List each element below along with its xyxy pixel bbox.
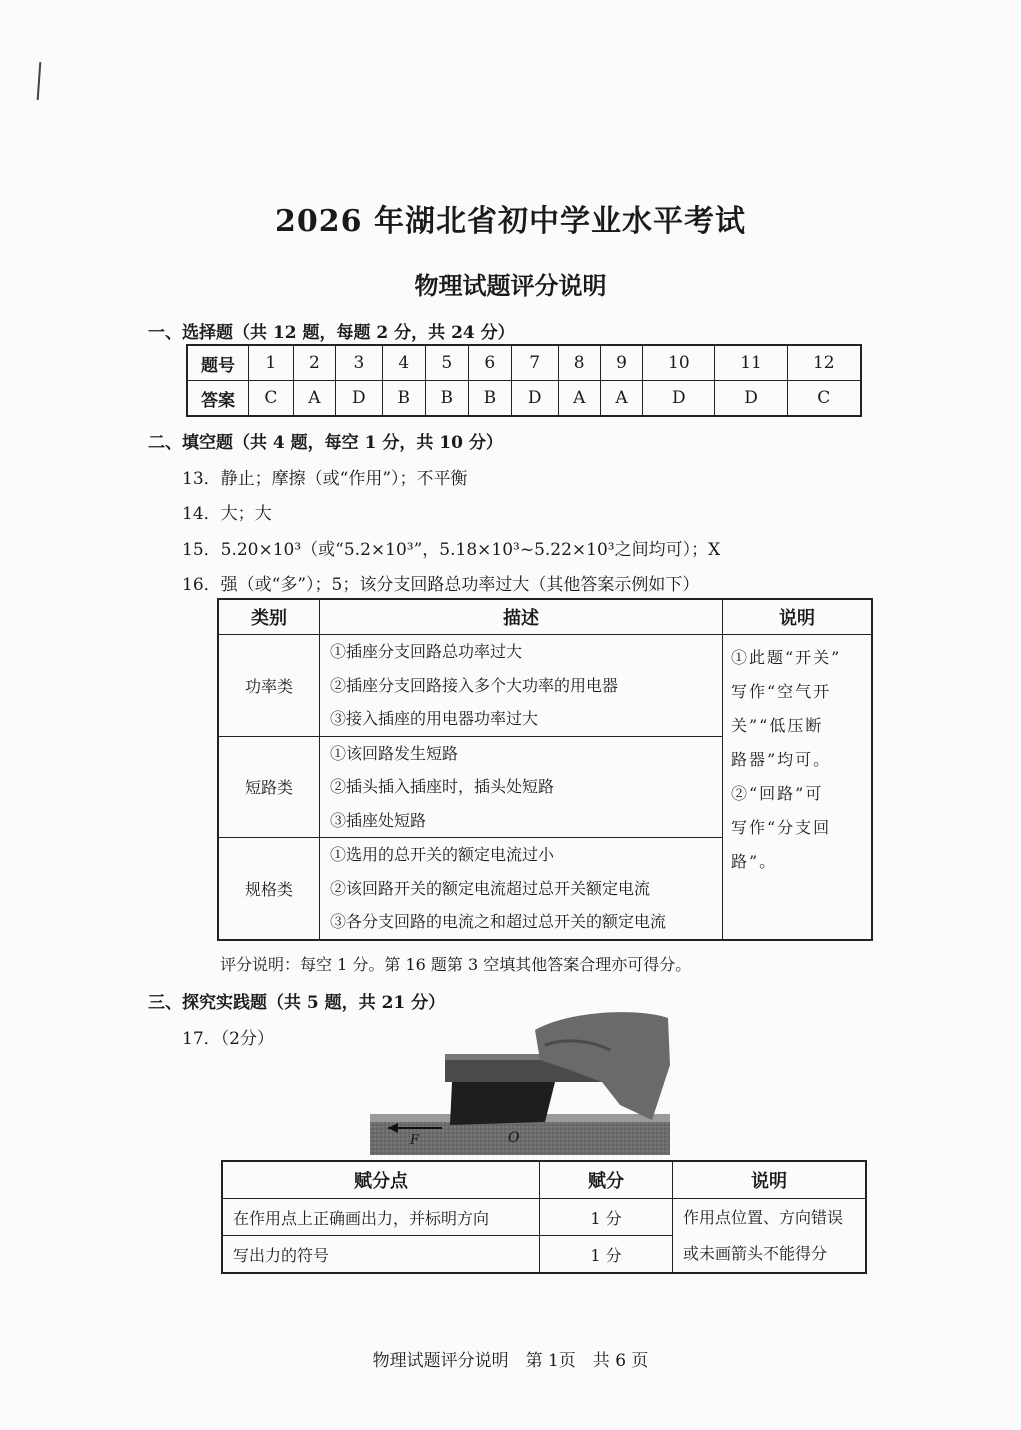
answer-cell: D — [643, 381, 715, 417]
description-cell — [320, 736, 723, 838]
brush-bristles — [450, 1082, 555, 1125]
question-number: 9 — [600, 345, 642, 381]
note-line: 写作“分支回 — [731, 818, 832, 837]
answer-cell: D — [336, 381, 383, 417]
category-cell: 功率类 — [218, 635, 320, 737]
score-cell: 1 分 — [540, 1199, 673, 1236]
description-item: ①插座分支回路总功率过大 — [330, 642, 523, 661]
answer-cell: D — [511, 381, 558, 417]
page-title: 2026 年湖北省初中学业水平考试 — [275, 204, 746, 239]
table-header-row — [218, 599, 872, 635]
pen-mark — [37, 62, 42, 100]
note-line: 路器”均可。 — [731, 750, 832, 769]
answer-16: 16．强（或“多”）；5；该分支回路总功率过大（其他答案示例如下） — [182, 575, 700, 595]
column-header-point: 赋分点 — [222, 1161, 540, 1199]
force-letter: F — [410, 1133, 420, 1148]
description-cell — [320, 635, 723, 737]
answer-cell: A — [558, 381, 600, 417]
description-cell — [320, 838, 723, 940]
description-item: ①该回路发生短路 — [330, 743, 459, 763]
table-row — [187, 345, 861, 381]
description-item: ②插座分支回路接入多个大功率的用电器 — [330, 675, 619, 695]
page-subtitle: 物理试题评分说明 — [414, 271, 607, 300]
point-letter: O — [508, 1130, 520, 1146]
column-header-type: 类别 — [218, 599, 320, 635]
question-number: 6 — [468, 345, 511, 381]
question-number: 2 — [293, 345, 335, 381]
table-row — [218, 635, 872, 737]
answer-cell: C — [249, 381, 294, 417]
answer-cell: C — [787, 381, 861, 417]
column-header-note: 说明 — [723, 599, 873, 635]
answer-cell: B — [425, 381, 468, 417]
section-3-heading: 三、探究实践题（共 5 题，共 21 分） — [148, 993, 446, 1013]
question-number: 10 — [643, 345, 715, 381]
table-header-row — [222, 1161, 866, 1199]
answer-15: 15．5.20×10³（或“5.2×10³”，5.18×10³~5.22×10³之间均可）；X — [182, 540, 721, 560]
grading-note: 评分说明：每空 1 分。第 16 题第 3 空填其他答案合理亦可得分。 — [220, 955, 692, 974]
category-cell: 短路类 — [218, 736, 320, 838]
q17-scoring-table — [221, 1160, 867, 1274]
note-cell — [723, 635, 873, 940]
column-header-score: 赋分 — [540, 1161, 673, 1199]
description-item: ③接入插座的用电器功率过大 — [330, 709, 539, 728]
note-line: 关”“低压断 — [731, 716, 824, 735]
column-header-note: 说明 — [673, 1161, 867, 1199]
description-item: ①选用的总开关的额定电流过小 — [330, 845, 555, 864]
note-line: 路”。 — [731, 852, 778, 871]
section-1-heading: 一、选择题（共 12 题，每题 2 分，共 24 分） — [148, 323, 515, 343]
question-number: 3 — [336, 345, 383, 381]
note-line: 或未画箭头不能得分 — [683, 1243, 828, 1263]
scoring-point: 在作用点上正确画出力，并标明方向 — [222, 1199, 540, 1236]
question-number: 5 — [425, 345, 468, 381]
score-cell: 1 分 — [540, 1236, 673, 1274]
question-number: 12 — [787, 345, 861, 381]
q16-examples-table — [217, 598, 873, 941]
answer-cell: A — [600, 381, 642, 417]
note-cell — [673, 1199, 867, 1274]
question-number: 7 — [511, 345, 558, 381]
answer-cell: D — [715, 381, 787, 417]
row-label-answer: 答案 — [187, 381, 249, 417]
scoring-point: 写出力的符号 — [222, 1236, 540, 1274]
description-item: ③各分支回路的电流之和超过总开关的额定电流 — [330, 912, 667, 931]
column-header-desc: 描述 — [320, 599, 723, 635]
table-row — [222, 1199, 866, 1236]
note-line: 写作“空气开 — [731, 682, 832, 701]
answer-14: 14．大；大 — [182, 504, 272, 524]
question-number: 1 — [249, 345, 294, 381]
answer-cell: A — [293, 381, 335, 417]
row-label-number: 题号 — [187, 345, 249, 381]
note-line: ②“回路”可 — [731, 784, 824, 803]
question-number: 4 — [382, 345, 425, 381]
page-footer: 物理试题评分说明 第 1页 共 6 页 — [372, 1351, 649, 1371]
description-item: ②插头插入插座时，插头处短路 — [330, 777, 555, 796]
answer-cell: B — [468, 381, 511, 417]
section-2-heading: 二、填空题（共 4 题，每空 1 分，共 10 分） — [148, 433, 503, 453]
note-line: 作用点位置、方向错误 — [683, 1207, 844, 1227]
question-number: 8 — [558, 345, 600, 381]
category-cell: 规格类 — [218, 838, 320, 940]
choice-answer-table — [186, 344, 862, 417]
question-number: 11 — [715, 345, 787, 381]
answer-cell: B — [382, 381, 425, 417]
answer-13: 13．静止；摩擦（或“作用”）；不平衡 — [182, 469, 468, 489]
description-item: ②该回路开关的额定电流超过总开关额定电流 — [330, 878, 651, 898]
note-line: ①此题“开关” — [731, 648, 842, 667]
table-row — [187, 381, 861, 417]
q17-block-figure — [370, 1010, 670, 1155]
question-17-label: 17．（2分） — [182, 1029, 274, 1049]
description-item: ③插座处短路 — [330, 810, 427, 830]
